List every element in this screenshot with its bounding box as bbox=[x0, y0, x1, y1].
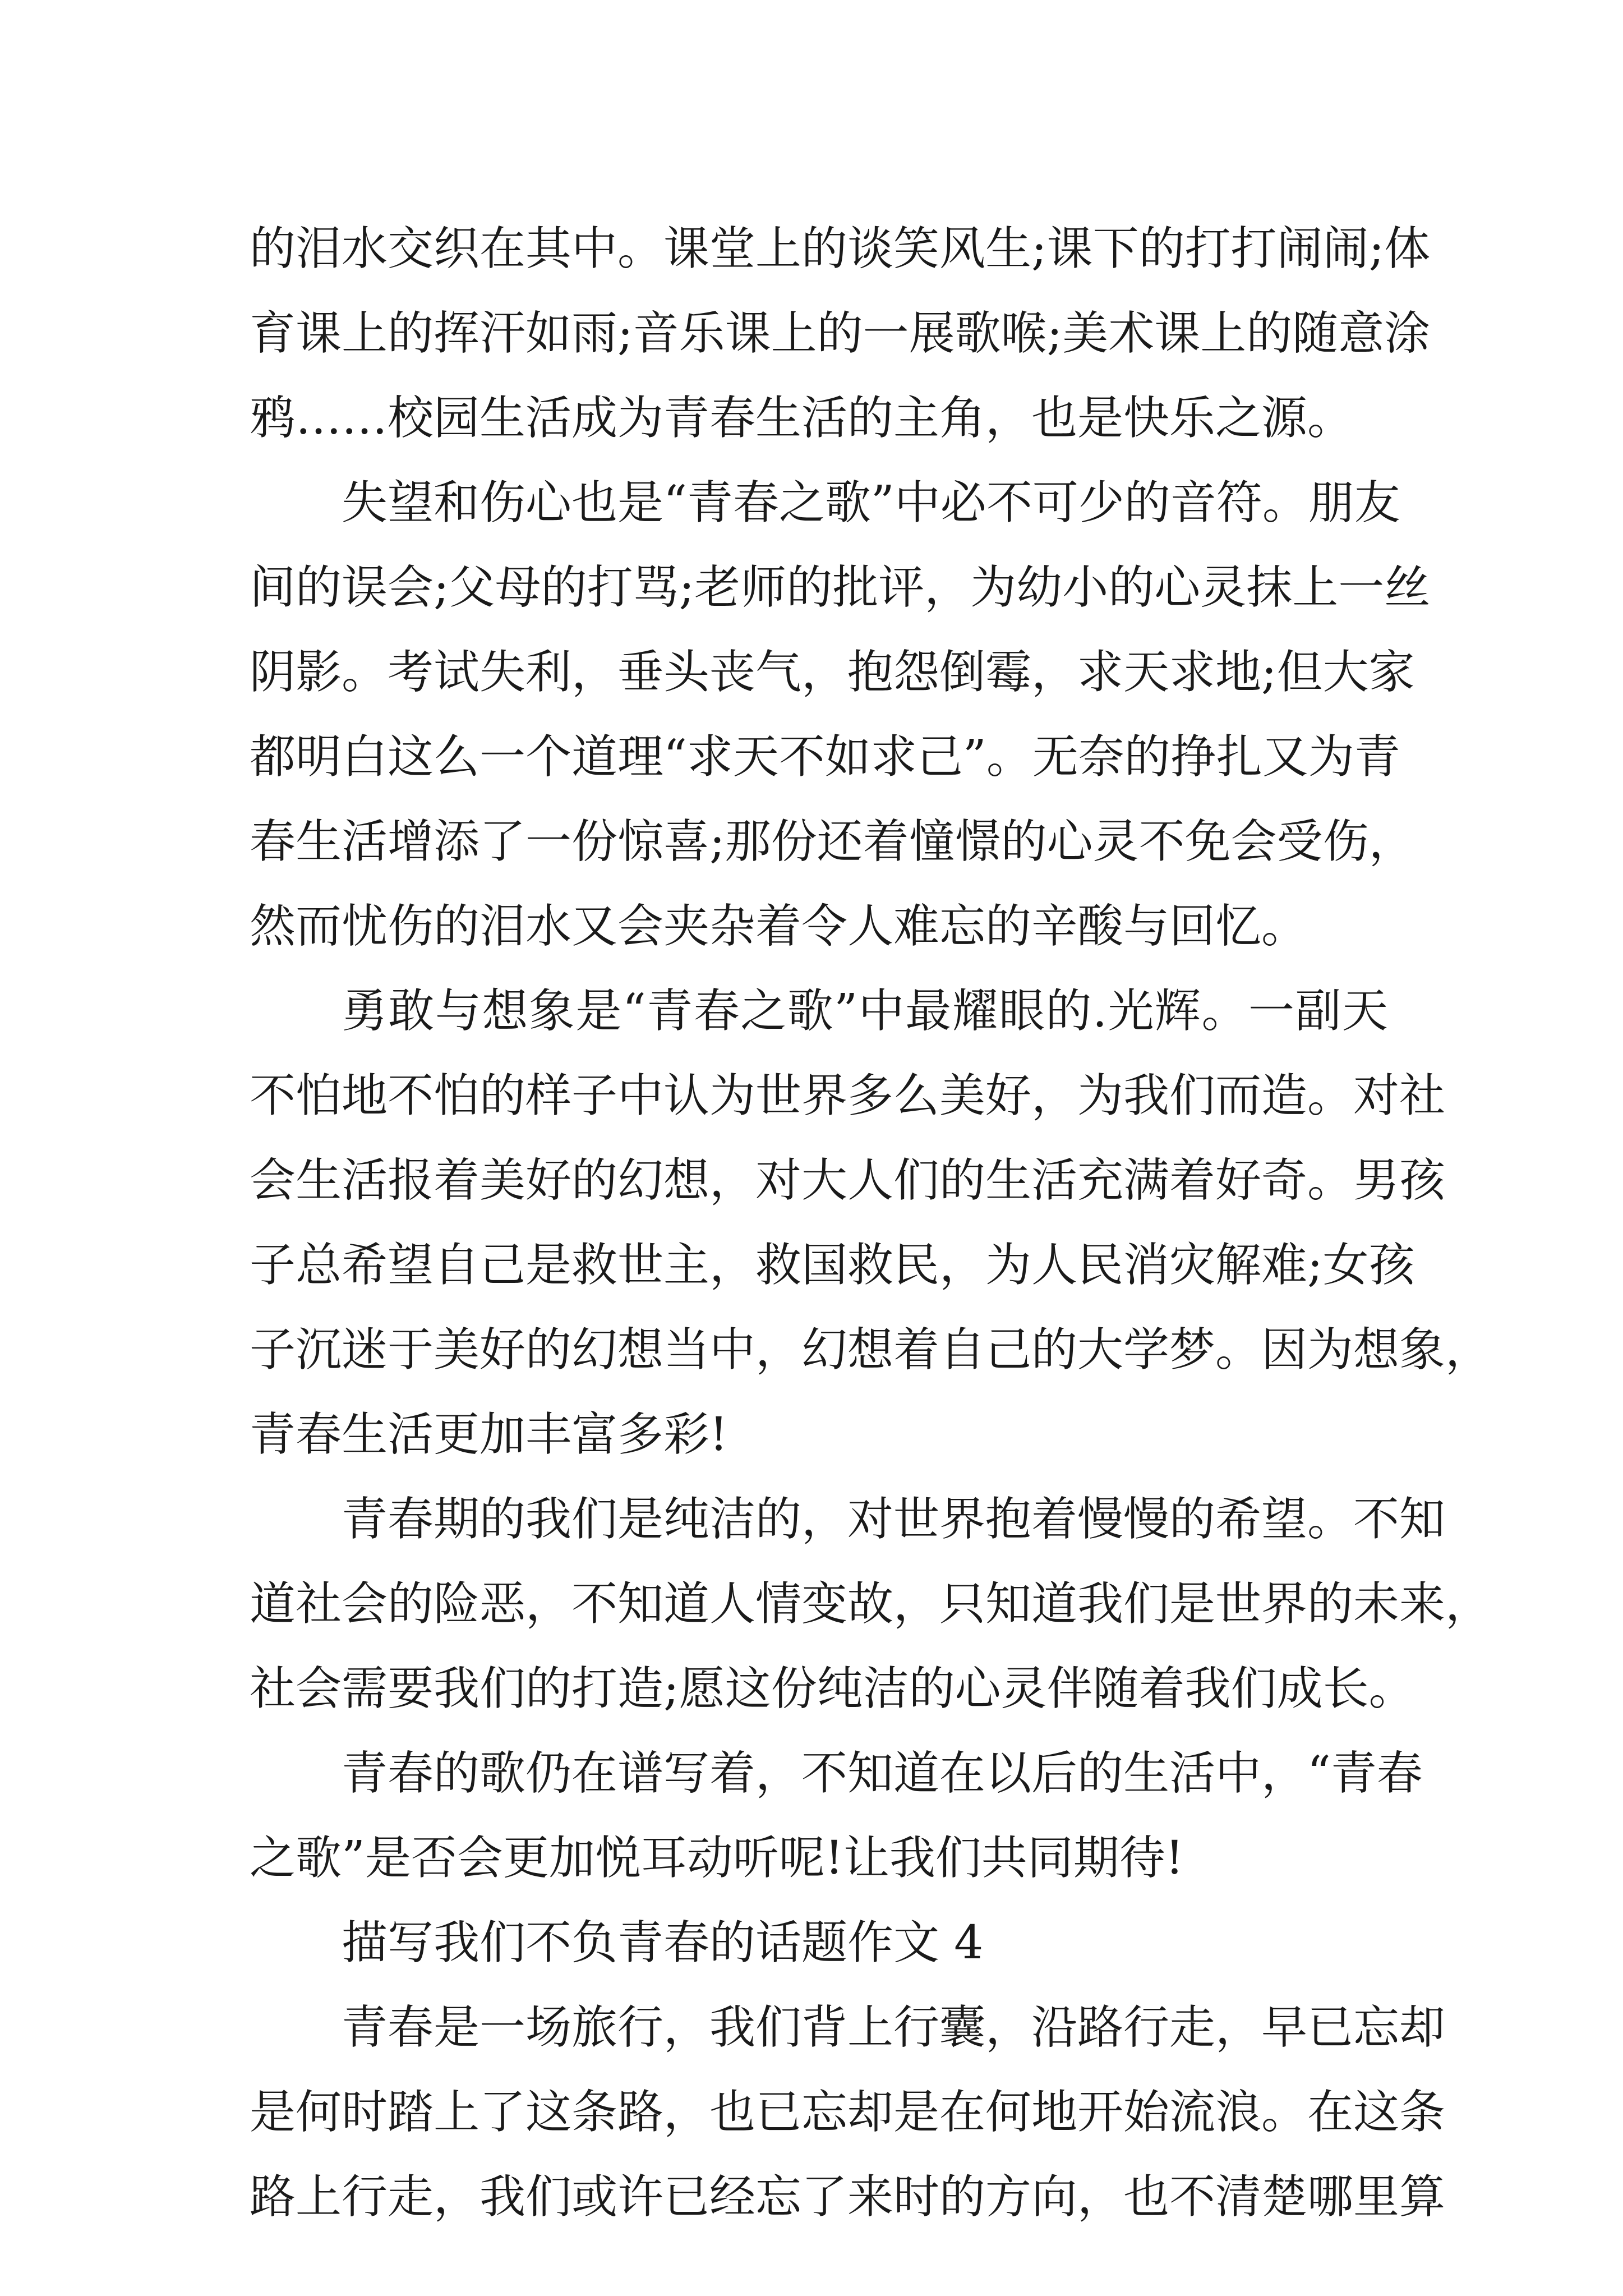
text-line: 鸦……校园生活成为青春生活的主角，也是快乐之源。 bbox=[250, 392, 1354, 445]
text-line: 失望和伤心也是“青春之歌”中必不可少的音符。朋友 bbox=[342, 476, 1400, 530]
text-line: 路上行走，我们或许已经忘了来时的方向，也不清楚哪里算 bbox=[250, 2170, 1446, 2224]
text-line: 勇敢与想象是“青春之歌”中最耀眼的.光辉。一副天 bbox=[342, 984, 1388, 1038]
text-line: 间的误会;父母的打骂;老师的批评，为幼小的心灵抹上一丝 bbox=[250, 561, 1431, 614]
text-line: 阴影。考试失利，垂头丧气，抱怨倒霉，求天求地;但大家 bbox=[250, 646, 1415, 699]
text-line: 青春生活更加丰富多彩! bbox=[250, 1408, 728, 1461]
text-line: 青春的歌仍在谱写着，不知道在以后的生活中，“青春 bbox=[342, 1747, 1423, 1800]
text-line: 的泪水交织在其中。课堂上的谈笑风生;课下的打打闹闹;体 bbox=[250, 222, 1431, 275]
text-line: 社会需要我们的打造;愿这份纯洁的心灵伴随着我们成长。 bbox=[250, 1662, 1415, 1715]
text-line: 青春期的我们是纯洁的，对世界抱着慢慢的希望。不知 bbox=[342, 1493, 1446, 1546]
text-line: 之歌”是否会更加悦耳动听呢!让我们共同期待! bbox=[250, 1832, 1184, 1885]
text-line: 子沉迷于美好的幻想当中，幻想着自己的大学梦。因为想象， bbox=[250, 1323, 1492, 1377]
text-line: 会生活报着美好的幻想，对大人们的生活充满着好奇。男孩 bbox=[250, 1154, 1446, 1207]
text-line: 育课上的挥汗如雨;音乐课上的一展歌喉;美术课上的随意涂 bbox=[250, 307, 1431, 360]
text-line: 是何时踏上了这条路，也已忘却是在何地开始流浪。在这条 bbox=[250, 2086, 1446, 2139]
text-line: 青春是一场旅行，我们背上行囊，沿路行走，早已忘却 bbox=[342, 2001, 1446, 2054]
text-line: 不怕地不怕的样子中认为世界多么美好，为我们而造。对社 bbox=[250, 1069, 1446, 1122]
text-line: 描写我们不负青春的话题作文 4 bbox=[342, 1916, 984, 1970]
text-line: 道社会的险恶，不知道人情变故，只知道我们是世界的未来， bbox=[250, 1577, 1492, 1631]
text-line: 都明白这么一个道理“求天不如求己”。无奈的挣扎又为青 bbox=[250, 730, 1400, 784]
text-line: 子总希望自己是救世主，救国救民，为人民消灾解难;女孩 bbox=[250, 1239, 1415, 1292]
text-line: 春生活增添了一份惊喜;那份还着憧憬的心灵不免会受伤， bbox=[250, 815, 1415, 868]
document-body bbox=[250, 206, 1492, 2239]
text-line: 然而忧伤的泪水又会夹杂着令人难忘的辛酸与回忆。 bbox=[250, 900, 1308, 953]
